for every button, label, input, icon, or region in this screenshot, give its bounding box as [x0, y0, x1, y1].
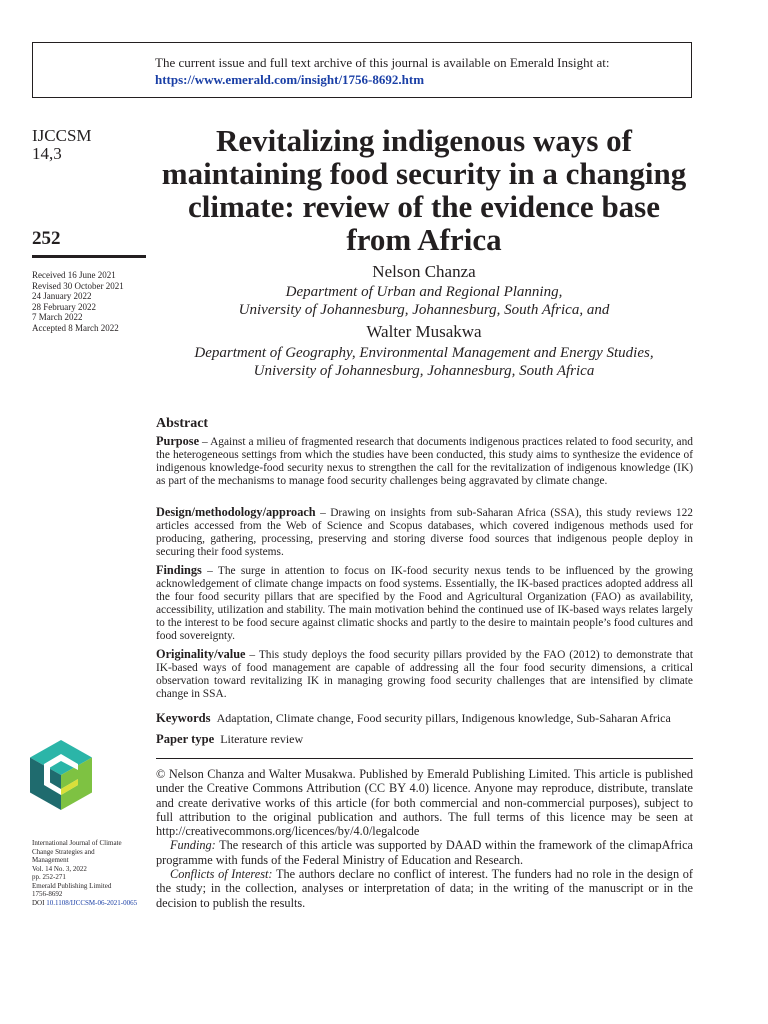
paper-type-text: Literature review — [220, 732, 304, 746]
abstract-heading: Abstract — [156, 416, 209, 431]
date-revised-3: 28 February 2022 — [32, 301, 96, 312]
journal-abbreviation: IJCCSM 14,3 — [32, 126, 92, 163]
sidebar-divider — [32, 255, 146, 258]
conflicts-label: Conflicts of Interest: — [170, 867, 273, 882]
journal-info-line-1: International Journal of Climate — [32, 839, 122, 847]
findings-label: Findings — [156, 563, 202, 577]
affiliation-1 — [156, 283, 692, 319]
affiliation-1-line-2: University of Johannesburg, Johannesburg, South Africa, and — [238, 302, 610, 318]
funding-text: The research of this article was supported by DAAD within the framework of the climapAfrica programme with funds of the Federal Ministry of Education and Research. — [156, 838, 693, 867]
emerald-logo-icon — [30, 740, 92, 810]
date-accepted: Accepted 8 March 2022 — [32, 322, 119, 333]
page-number: 252 — [32, 228, 61, 249]
author-1: Nelson Chanza — [372, 262, 476, 281]
journal-info-line-5: pp. 252-271 — [32, 873, 66, 881]
copyright-notice: © Nelson Chanza and Walter Musakwa. Published by Emerald Publishing Limited. This article is published under the Creative Commons Attribution (CC BY 4.0) licence. Anyone may reproduce, distribute, translate and create derivative works of this article (for both commercial and non-commercial purposes), subject to full attribution to the original publication and authors. The full terms of this licence may be seen at http://creativecommons.org/licences/by/4.0/legalcode — [156, 767, 693, 839]
findings-text: – The surge in attention to focus on IK-food security nexus tends to be influenced by the growing acknowledgement of climate change impacts on food systems. Essentially, the IK-based practices adopted address all the four food security pillars that are specified by the Food and Agricultural Organization (FAO) as availability, accessibility, utilization and stability. The main motivation behind the continued use of IK-based ways relates largely to the interest to be food secure against climatic shocks and partly to the desire to maintain people’s food cultures and food sovereignty. — [156, 565, 693, 642]
design-label: Design/methodology/approach — [156, 505, 316, 519]
abstract-purpose — [156, 435, 693, 488]
originality-text: – This study deploys the food security pillars provided by the FAO (2012) to demonstrate that IK-based ways of food management are capable of addressing all the four food security dimensions, a critical observation toward revitalizing IK in managing growing food security challenges that are intensified by climate change in SSA. — [156, 649, 693, 700]
funding-label: Funding: — [170, 838, 216, 853]
keywords — [156, 711, 693, 726]
abstract-findings — [156, 564, 693, 642]
keywords-text: Adaptation, Climate change, Food security pillars, Indigenous knowledge, Sub-Saharan Africa — [216, 711, 671, 725]
date-revised-1: Revised 30 October 2021 — [32, 280, 124, 291]
journal-info — [32, 839, 137, 907]
licence-notes — [156, 767, 693, 910]
doi-label: DOI — [32, 898, 45, 907]
date-revised-4: 7 March 2022 — [32, 312, 83, 322]
journal-info-line-4: Vol. 14 No. 3, 2022 — [32, 864, 87, 873]
journal-info-line-2: Change Strategies and — [32, 847, 95, 856]
journal-info-line-3: Management — [32, 856, 69, 864]
affiliation-2-line-2: University of Johannesburg, Johannesburg, South Africa — [253, 363, 595, 379]
date-revised-2: 24 January 2022 — [32, 291, 92, 301]
journal-archive-banner — [32, 42, 692, 98]
design-text: – Drawing on insights from sub-Saharan Africa (SSA), this study reviews 122 articles accessed from the Web of Science and Scopus databases, which covered indigenous methods used for producing, gathering, processing, preserving and storing diverse food sources that indigenous people deploy in securing their food systems. — [156, 507, 693, 558]
doi-link[interactable]: 10.1108/IJCCSM-06-2021-0065 — [46, 898, 138, 907]
funding-note — [156, 838, 693, 867]
banner-text: The current issue and full text archive of this journal is available on Emerald Insight at: — [155, 55, 610, 70]
affiliation-2-line-1: Department of Geography, Environmental Management and Energy Studies, — [194, 345, 654, 361]
originality-label: Originality/value — [156, 647, 246, 661]
journal-info-line-7: 1756-8692 — [32, 890, 63, 898]
abstract-divider — [156, 758, 693, 759]
author-2: Walter Musakwa — [366, 322, 482, 341]
affiliation-1-line-1: Department of Urban and Regional Planning, — [285, 284, 563, 300]
banner-url-link[interactable]: https://www.emerald.com/insight/1756-8692.htm — [155, 72, 425, 87]
date-received: Received 16 June 2021 — [32, 270, 116, 280]
paper-type-label: Paper type — [156, 732, 215, 746]
purpose-text: – Against a milieu of fragmented research that documents indigenous practices related to food security, and the heterogeneous settings from which the studies have been conducted, this study aims to synthesize the evidence of indigenous knowledge-food security nexus to strengthen the call for the revitalization of indigenous knowledge (IK) as part of the mechanisms to manage food security challenges being aggravated by climate change. — [156, 436, 693, 487]
conflicts-note — [156, 867, 693, 910]
conflicts-text: The authors declare no conflict of interest. The funders had no role in the design of the study; in the collection, analyses or interpretation of data; in the writing of the manuscript or in the decision to publish the results. — [156, 867, 694, 910]
keywords-label: Keywords — [156, 711, 211, 725]
paper-type — [156, 732, 693, 747]
doi-line — [32, 899, 137, 908]
article-title: Revitalizing indigenous ways of maintaining food security in a changing climate: review of the evidence base from Africa — [161, 123, 687, 257]
abstract-design — [156, 506, 693, 559]
purpose-label: Purpose — [156, 434, 200, 448]
journal-info-line-6: Emerald Publishing Limited — [32, 881, 112, 890]
affiliation-2 — [156, 344, 692, 380]
submission-dates — [32, 270, 124, 333]
abstract-originality — [156, 648, 693, 701]
